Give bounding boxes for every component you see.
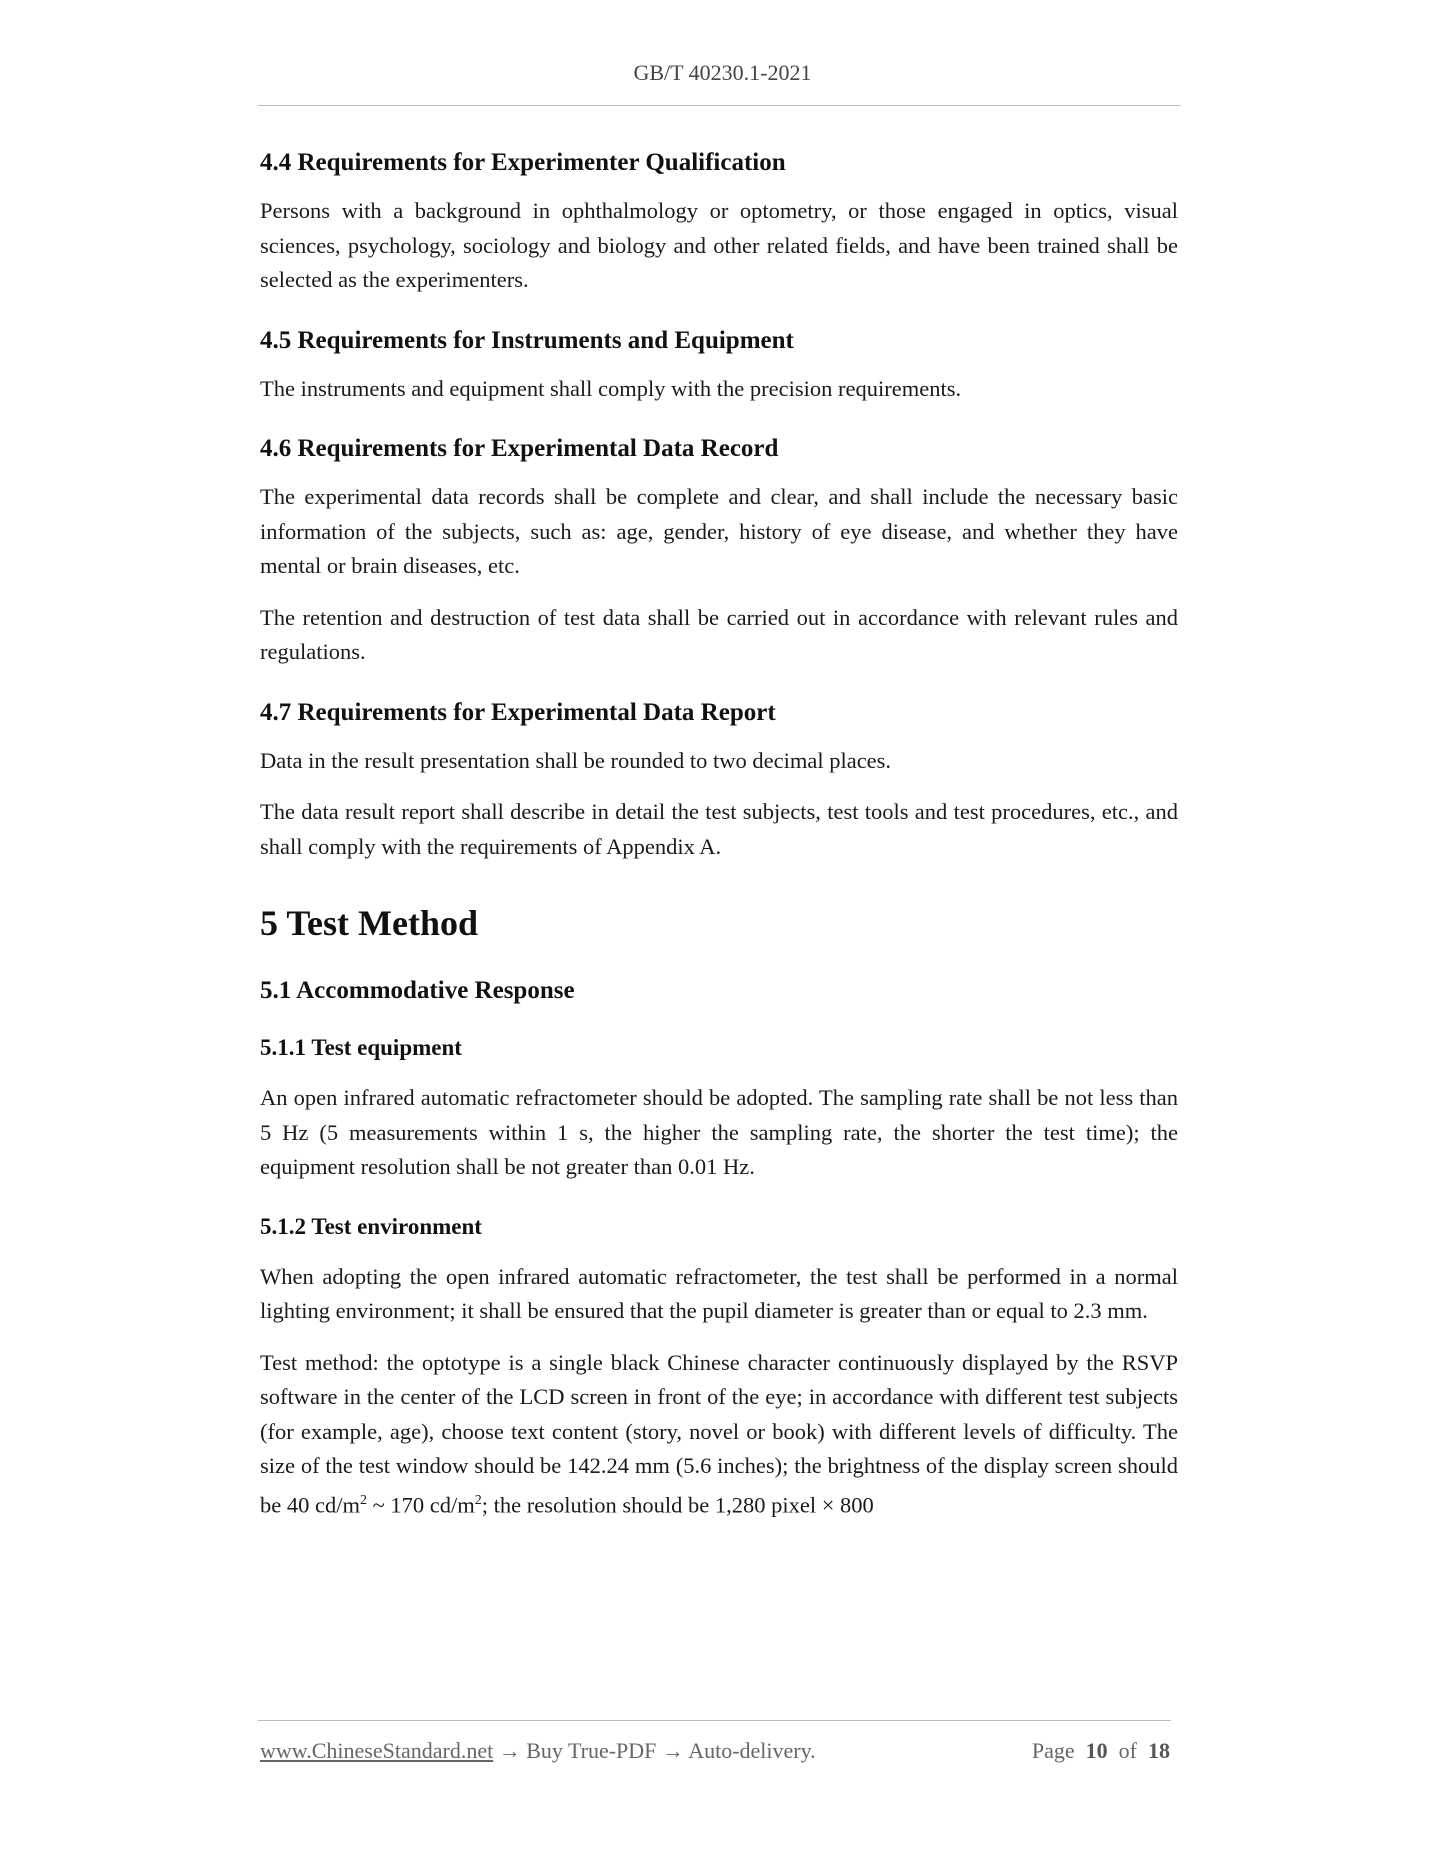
- paragraph-5-1-2: When adopting the open infrared automatic refractometer, the test shall be performed in a normal lighting environment; it shall be ensured that the pupil diameter is greater than or equal to 2.3 mm.: [260, 1263, 1178, 1323]
- document-header-title: GB/T 40230.1-2021: [633, 60, 812, 85]
- heading-4-7: 4.7 Requirements for Experimental Data Report: [260, 698, 776, 726]
- paragraph-4-6-a: The experimental data records shall be complete and clear, and shall include the necessary basic information of the subjects, such as: age, gender, history of eye disease, and whether they have mental or brain diseases, etc.: [260, 484, 1178, 578]
- header-divider: [258, 105, 1181, 106]
- test-method-text-2: ~ 170 cd/m: [366, 1492, 475, 1517]
- chinesestandard-link[interactable]: www.ChineseStandard.net: [260, 1738, 494, 1763]
- superscript-2-b: 2: [474, 1492, 482, 1508]
- current-page-number: 10: [1085, 1738, 1108, 1763]
- paragraph-5-1-1: An open infrared automatic refractometer should be adopted. The sampling rate shall be not less than 5 Hz (5 measurements within 1 s, the higher the sampling rate, the shorter the test time); the equipment resolution shall be not greater than 0.01 Hz.: [260, 1085, 1178, 1179]
- heading-4-4: 4.4 Requirements for Experimenter Qualification: [260, 149, 786, 176]
- page-footer: [260, 1738, 1170, 1764]
- heading-4-5: 4.5 Requirements for Instruments and Equipment: [260, 326, 794, 354]
- paragraph-4-7-a: Data in the result presentation shall be rounded to two decimal places.: [260, 747, 892, 773]
- page-content: [260, 146, 1178, 1523]
- page-label: Page: [1031, 1738, 1075, 1763]
- heading-5-1-2: 5.1.2 Test environment: [260, 1213, 482, 1239]
- footer-divider: [258, 1720, 1171, 1721]
- superscript-2-a: 2: [359, 1492, 367, 1508]
- heading-chapter-5: 5 Test Method: [260, 903, 479, 943]
- page-indicator: [1032, 1738, 1170, 1764]
- paragraph-4-7-b: The data result report shall describe in detail the test subjects, test tools and test procedures, etc., and shall comply with the requirements of Appendix A.: [260, 799, 1178, 859]
- test-method-text-3: ; the resolution should be 1,280 pixel × 800: [481, 1492, 874, 1517]
- test-method-text-1: Test method: the optotype is a single black Chinese character continuously displayed by the RSVP software in the center of the LCD screen in front of the eye; in accordance with different test subjects (for example, age), choose text content (story, novel or book) with different levels of difficulty. The size of the test window should be 142.24 mm (5.6 inches); the brightness of the display screen should be 40 cd/m: [260, 1349, 1178, 1517]
- of-label: of: [1118, 1738, 1137, 1763]
- heading-4-6: 4.6 Requirements for Experimental Data Record: [260, 435, 779, 462]
- paragraph-test-method: [260, 1346, 1178, 1523]
- total-pages-number: 18: [1148, 1738, 1170, 1763]
- heading-5-1: 5.1 Accommodative Response: [260, 977, 575, 1004]
- paragraph-4-6-b: The retention and destruction of test data shall be carried out in accordance with relevant rules and regulations.: [260, 604, 1178, 664]
- paragraph-4-5: The instruments and equipment shall comply with the precision requirements.: [260, 375, 962, 401]
- footer-left: [260, 1738, 816, 1763]
- heading-5-1-1: 5.1.1 Test equipment: [260, 1035, 462, 1060]
- paragraph-4-4: Persons with a background in ophthalmology or optometry, or those engaged in optics, visual sciences, psychology, sociology and biology and other related fields, and have been trained shall be selected as the experimenters.: [260, 198, 1178, 292]
- footer-delivery-text: → Buy True-PDF → Auto-delivery.: [493, 1738, 816, 1763]
